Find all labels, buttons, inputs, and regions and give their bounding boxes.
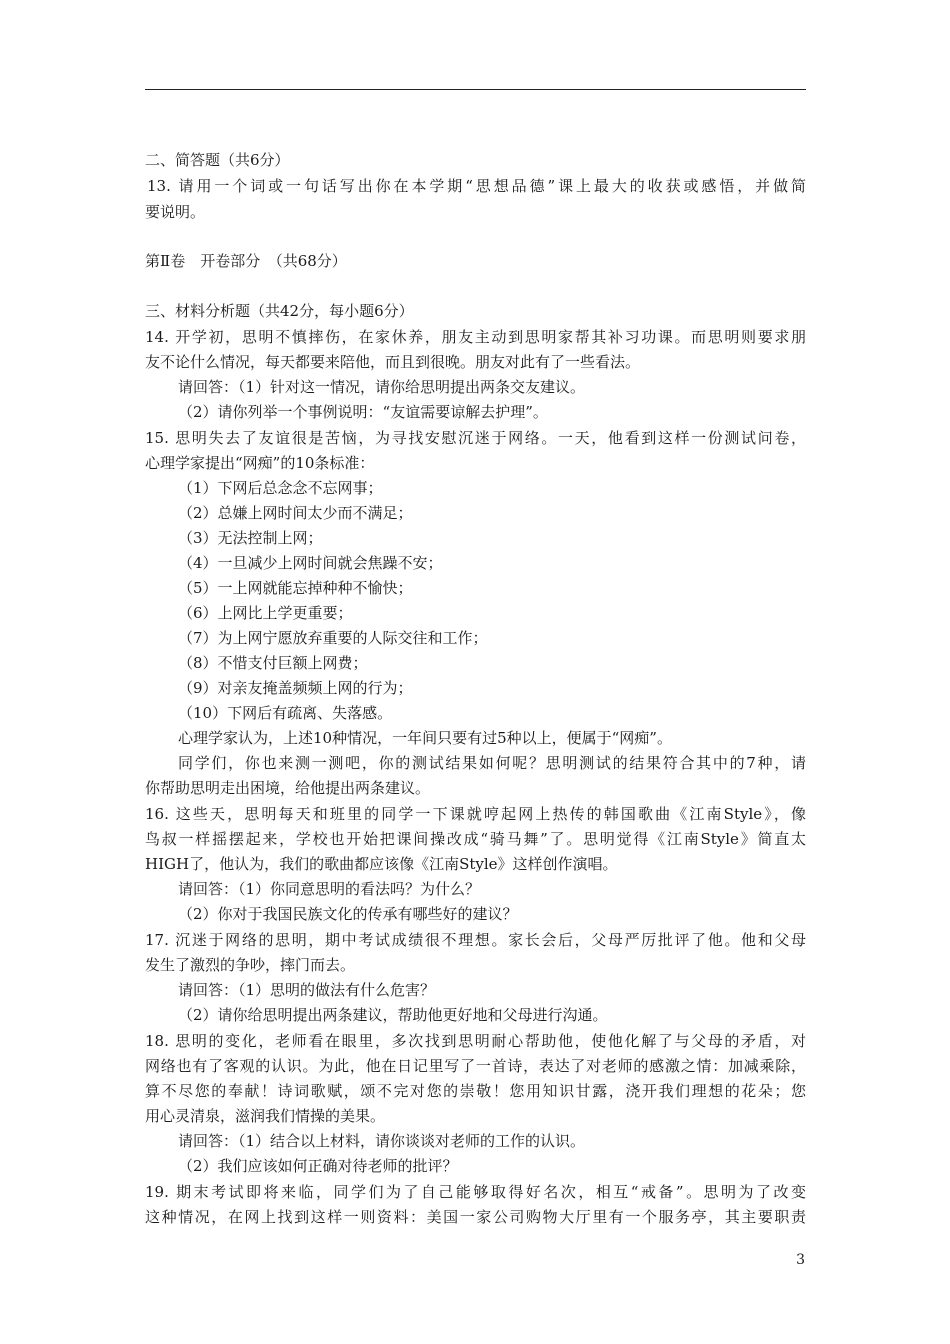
q15-line2: 心理学家提出“网痴”的10条标准： (145, 454, 375, 472)
q14-ask2: （2）请你列举一个事例说明：“友谊需要谅解去护理”。 (178, 403, 548, 421)
q14-ask1: 请回答：（1）针对这一情况，请你给思明提出两条交友建议。 (178, 378, 586, 396)
volume2-heading: 第Ⅱ卷 开卷部分 （共68分） (145, 252, 347, 270)
q17-line1: 17. 沉迷于网络的思明，期中考试成绩很不理想。家长会后，父母严厉批评了他。他和父母 (145, 931, 806, 949)
q15-item: （1）下网后总念念不忘网事； (178, 479, 383, 497)
q15-item: （8）不惜支付巨额上网费； (178, 654, 368, 672)
q19-line1: 19. 期末考试即将来临，同学们为了自己能够取得好名次，相互“戒备”。思明为了改变 (145, 1183, 806, 1201)
q13-line1: 13. 请用一个词或一句话写出你在本学期“思想品德”课上最大的收获或感悟，并做简 (147, 177, 806, 195)
q15-item: （7）为上网宁愿放弃重要的人际交往和工作； (178, 629, 488, 647)
q16-line2: 鸟叔一样摇摆起来，学校也开始把课间操改成“骑马舞”了。思明觉得《江南Style》简直太 (145, 830, 806, 848)
q17-line2: 发生了激烈的争吵，摔门而去。 (145, 956, 356, 974)
q15-item: （4）一旦减少上网时间就会焦躁不安； (178, 554, 443, 572)
q15-item: （5）一上网就能忘掉种种不愉快； (178, 579, 413, 597)
q15-item: （3）无法控制上网； (178, 529, 323, 547)
header-rule (145, 89, 806, 90)
q18-line2: 网络也有了客观的认识。为此，他在日记里写了一首诗，表达了对老师的感激之情：加减乘除， (145, 1057, 806, 1075)
q18-line1: 18. 思明的变化，老师看在眼里，多次找到思明耐心帮助他，使他化解了与父母的矛盾，对 (145, 1032, 806, 1050)
q18-ask1: 请回答：（1）结合以上材料，请你谈谈对老师的工作的认识。 (178, 1132, 586, 1150)
q15-line1: 15. 思明失去了友谊很是苦恼，为寻找安慰沉迷于网络。一天，他看到这样一份测试问卷， (145, 429, 806, 447)
q16-line1: 16. 这些天，思明每天和班里的同学一下课就哼起网上热传的韩国歌曲《江南Style》，像 (145, 805, 806, 823)
q16-ask1: 请回答：（1）你同意思明的看法吗？为什么？ (178, 880, 481, 898)
q15-item: （10）下网后有疏离、失落感。 (178, 704, 393, 722)
q15-item: （6）上网比上学更重要； (178, 604, 353, 622)
q17-ask1: 请回答：（1）思明的做法有什么危害？ (178, 981, 436, 999)
q15-line4: 你帮助思明走出困境，给他提出两条建议。 (145, 779, 431, 797)
q14-line1: 14. 开学初，思明不慎摔伤，在家休养，朋友主动到思明家帮其补习功课。而思明则要求朋 (145, 328, 806, 346)
q16-line3: HIGH了，他认为，我们的歌曲都应该像《江南Style》这样创作演唱。 (145, 855, 618, 873)
q15-item: （2）总嫌上网时间太少而不满足； (178, 504, 413, 522)
page-number: 3 (796, 1252, 805, 1268)
q18-line3: 算不尽您的奉献！诗词歌赋，颂不完对您的崇敬！您用知识甘露，浇开我们理想的花朵；您 (145, 1082, 806, 1100)
q14-line2: 友不论什么情况，每天都要来陪他，而且到很晚。朋友对此有了一些看法。 (145, 353, 641, 371)
q15-conclusion: 心理学家认为，上述10种情况，一年间只要有过5种以上，便属于“网痴”。 (178, 729, 672, 747)
section2-heading: 二、简答题（共6分） (145, 151, 290, 169)
q15-line3: 同学们，你也来测一测吧，你的测试结果如何呢？思明测试的结果符合其中的7种，请 (178, 754, 806, 772)
q18-ask2: （2）我们应该如何正确对待老师的批评？ (178, 1157, 458, 1175)
q18-line4: 用心灵清泉，滋润我们情操的美果。 (145, 1107, 386, 1125)
q15-item: （9）对亲友掩盖频频上网的行为； (178, 679, 413, 697)
section3-heading: 三、材料分析题（共42分，每小题6分） (145, 302, 414, 320)
q16-ask2: （2）你对于我国民族文化的传承有哪些好的建议？ (178, 905, 518, 923)
q19-line2: 这种情况，在网上找到这样一则资料：美国一家公司购物大厅里有一个服务亭，其主要职责 (145, 1208, 806, 1226)
q17-ask2: （2）请你给思明提出两条建议，帮助他更好地和父母进行沟通。 (178, 1006, 608, 1024)
q13-line2: 要说明。 (145, 203, 206, 221)
